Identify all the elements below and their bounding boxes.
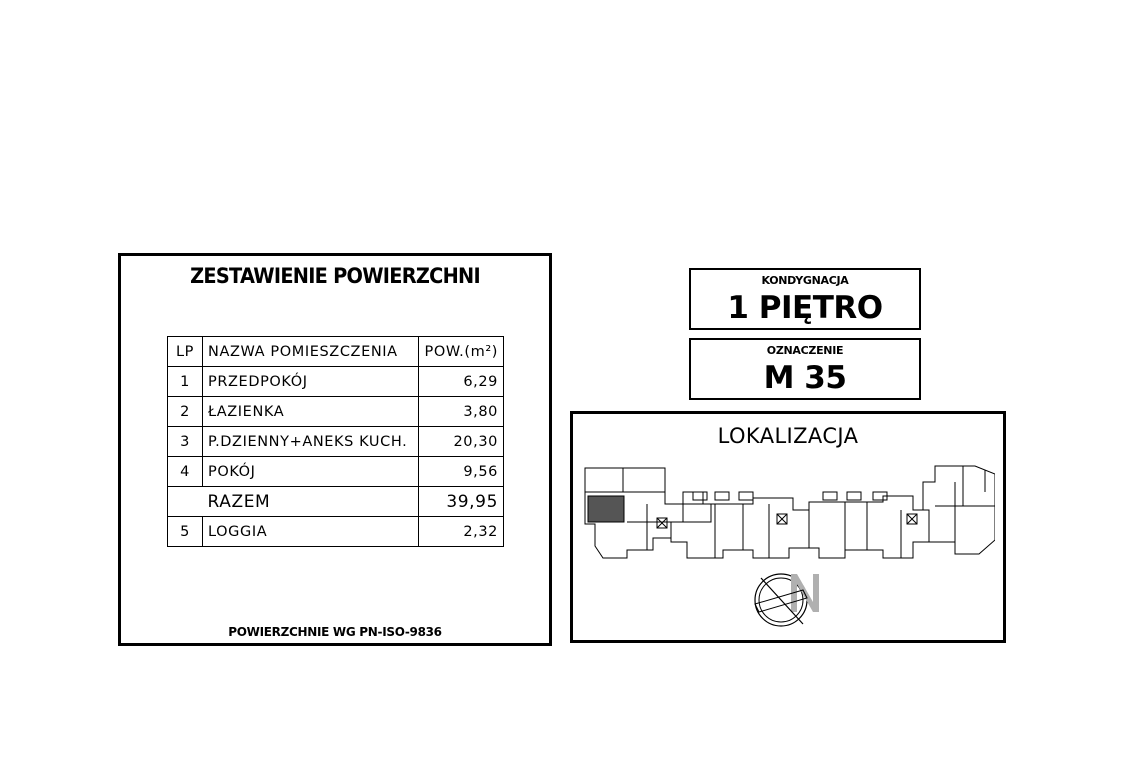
row-room-name: POKÓJ	[203, 457, 419, 487]
row-lp: 1	[168, 367, 203, 397]
row-room-name: P.DZIENNY+ANEKS KUCH.	[203, 427, 419, 457]
table-row	[168, 397, 504, 427]
total-label: RAZEM	[203, 487, 419, 517]
designation-value: M 35	[763, 360, 847, 396]
row-area: 6,29	[419, 367, 504, 397]
header-lp: LP	[168, 337, 203, 367]
plan-outline-center-left	[671, 498, 809, 558]
row-area: 2,32	[419, 517, 504, 547]
highlighted-apartment	[588, 496, 624, 522]
row-area: 9,56	[419, 457, 504, 487]
area-table	[167, 336, 504, 547]
floor-value: 1 PIĘTRO	[727, 290, 883, 326]
total-row	[168, 487, 504, 517]
location-panel	[570, 411, 1006, 643]
table-header-row	[168, 337, 504, 367]
floor-label: KONDYGNACJA	[761, 274, 849, 287]
location-title: LOKALIZACJA	[717, 424, 859, 448]
row-lp: 5	[168, 517, 203, 547]
table-row	[168, 457, 504, 487]
north-arrow-icon	[755, 574, 819, 626]
row-room-name: PRZEDPOKÓJ	[203, 367, 419, 397]
total-lp-cell	[168, 487, 203, 517]
row-lp: 4	[168, 457, 203, 487]
total-area: 39,95	[419, 487, 504, 517]
row-room-name: ŁAZIENKA	[203, 397, 419, 427]
header-area: POW.(m²)	[419, 337, 504, 367]
designation-box	[689, 338, 921, 400]
table-row	[168, 367, 504, 397]
area-standard-note: POWIERZCHNIE WG PN-ISO-9836	[228, 625, 442, 639]
area-summary-title: ZESTAWIENIE POWIERZCHNI	[190, 264, 480, 288]
row-room-name: LOGGIA	[203, 517, 419, 547]
row-area: 20,30	[419, 427, 504, 457]
table-row	[168, 427, 504, 457]
row-area: 3,80	[419, 397, 504, 427]
designation-label: OZNACZENIE	[766, 344, 844, 357]
plan-outline-right	[923, 466, 995, 554]
floor-box	[689, 268, 921, 330]
row-lp: 2	[168, 397, 203, 427]
plan-outline-center-right	[809, 496, 929, 558]
table-row	[168, 517, 504, 547]
building-plan	[583, 462, 995, 637]
area-summary-panel	[118, 253, 552, 646]
header-room-name: NAZWA POMIESZCZENIA	[203, 337, 419, 367]
row-lp: 3	[168, 427, 203, 457]
